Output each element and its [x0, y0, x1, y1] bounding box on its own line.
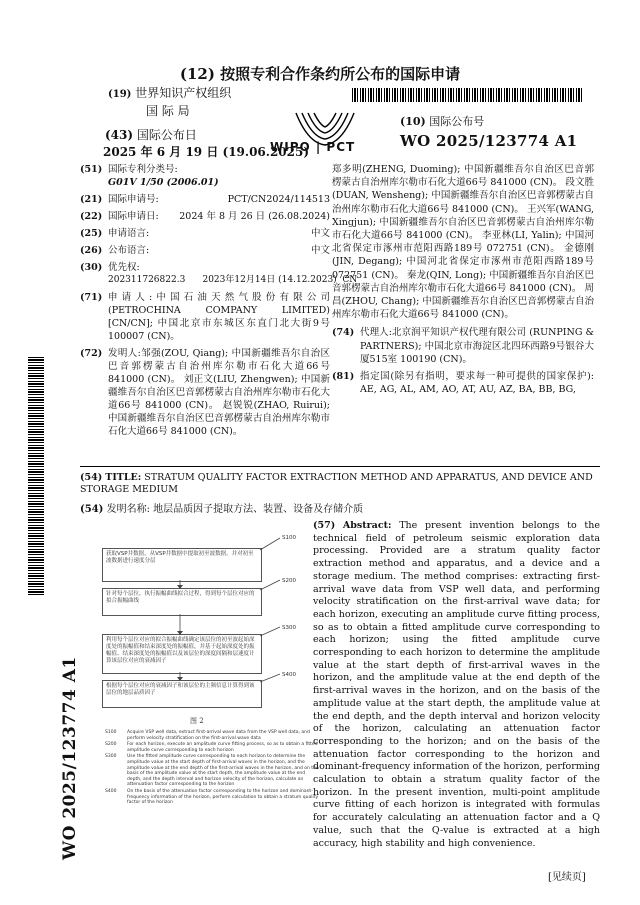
- org-code: (19): [108, 89, 132, 100]
- org-bureau: 国 际 局: [146, 104, 190, 118]
- pubdate-code: (43): [105, 128, 134, 142]
- flow-step-s200: 针对每个层位，执行振幅曲线拟合过程，得到每个层位对应的拟合振幅曲线: [102, 588, 262, 616]
- bibliographic-right-column: [332, 163, 594, 400]
- pubdate-value: 2025 年 6 月 19 日 (19.06.2025): [103, 145, 310, 159]
- barcode-top: [352, 88, 584, 102]
- flow-step-s300: 利用每个层位对应的拟合振幅曲线确定该层位的初至波起始深度处的振幅值和结束深度处的振幅值，并基于起始深度处的振幅值、结束深度处的振幅值以及该层位的深度间隔和层速度计算该层位对应的衰减因子: [102, 634, 262, 674]
- org-name: 世界知识产权组织: [135, 86, 232, 100]
- title-chinese: (54) 发明名称: 地层品质因子提取方法、装置、设备及存储介质: [80, 504, 364, 515]
- flow-label-s100: S100: [282, 535, 296, 541]
- continued-notice: [见续页]: [548, 872, 586, 883]
- bibliographic-left-column: [80, 163, 358, 442]
- inventors-continued: 郑多明(ZHENG, Duoming); 中国新疆维吾尔自治区巴音郭楞蒙古自治州库尔勒市石化大道66号 841000 (CN)。 段文胜(DUAN, Wensheng); 中国新疆维吾尔自治区巴音郭楞蒙古自治州库尔勒市石化大道66号 841000 (CN)。 王兴军(WANG, Xingjun); 中国新疆维吾尔自治区巴音郭楞蒙古自治州库尔勒市石化大道66号 841000 (CN)。 李亚林(LI, Yalin); 中国河北省保定市涿州市范阳西路189号 072751 (CN)。 金德刚(JIN, Degang); 中国河北省保定市涿州市范阳西路189号 072751 (CN)。 秦龙(QIN, Long); 中国新疆维吾尔自治区巴音郭楞蒙古自治州库尔勒市石化大道66号 841000 (CN)。 周昌(ZHOU, Chang); 中国新疆维吾尔自治区巴音郭楞蒙古自治州库尔勒市石化大道66号 841000 (CN)。: [332, 164, 594, 321]
- legend-row: S400 On the basis of the attenuation factor corresponding to the horizon and dominant-frequency information of the horizon, perform calculation to obtain a stratum quality factor of the horizon: [105, 788, 319, 806]
- figure-legend: [105, 730, 320, 807]
- field-applicant: (71) 申请人:中国石油天然气股份有限公司 (PETROCHINA COMPANY LIMITED) [CN/CN]; 中国北京市东城区东直门北大街9号 100007 (CN)。: [80, 292, 330, 342]
- legend-row: S100 Acquire VSP well data, extract first-arrival wave data from the VSP well data, and perform velocity stratification on the first-arrival wave data: [105, 730, 310, 741]
- figure-caption: 图 2: [190, 717, 204, 725]
- side-publication-number: WO 2025/123774 A1: [60, 656, 80, 860]
- publication-number-block: [400, 113, 600, 150]
- field-inventors: (72) 发明人:邹强(ZOU, Qiang); 中国新疆维吾尔自治区巴音郭楞蒙古自治州库尔勒市石化大道66号 841000 (CN)。 刘正文(LIU, Zhengwen); 中国新疆维吾尔自治区巴音郭楞蒙古自治州库尔勒市石化大道66号 841000 (CN)。 赵锐锐(ZHAO, Ruirui); 中国新疆维吾尔自治区巴音郭楞蒙古自治州库尔勒市石化大道66号 841000 (CN)。: [80, 348, 331, 437]
- pubno-code: (10): [400, 115, 426, 128]
- barcode-side: [28, 355, 44, 595]
- pubdate-label: 国际公布日: [136, 128, 197, 142]
- organization-block: [108, 85, 231, 119]
- legend-row: S200 For each horizon, execute an amplitude curve fitting process, so as to obtain a fitted amplitude curve corresponding to each horizon: [105, 742, 318, 753]
- field-priority: (30) 优先权: 202311726822.3 2023年12月14日 (14.12.2023) CN: [80, 262, 358, 285]
- abstract: (57) Abstract: The present invention belongs to the technical field of petroleum seismic exploration data processing. Provided are a stratum quality factor extraction method and apparatus, and a device and a storage medium. The method comprises: extracting first-arrival wave data from VSP well data, and performing velocity stratification on the first-arrival wave data; for each horizon, executing an amplitude curve fitting process, so as to obtain a fitted amplitude curve corresponding to each horizon; using the fitted amplitude curve corresponding to each horizon to determine the amplitude value at the start depth of first-arrival waves in the horizon, and the amplitude value at the end depth of the first-arrival waves in the horizon, and on the basis of the amplitude value at the start depth, the amplitude value at the end depth, and the depth interval and horizon velocity of the horizon, calculating an attenuation factor corresponding to the horizon; and on the basis of the attenuation factor corresponding to the horizon and dominant-frequency information of the horizon, performing calculation to obtain a stratum quality factor of the horizon. In the present invention, multi-point amplitude curve fitting of each horizon is integrated with formulas for accurately calculating an attenuation factor and a Q value, such that the Q-value is extracted at a high accuracy, high stability and high convenience.: [313, 520, 600, 849]
- title-english: (54) TITLE: STRATUM QUALITY FACTOR EXTRACTION METHOD AND APPARATUS, AND DEVICE AND STORAGE MEDIUM: [80, 472, 593, 495]
- field-application-number: (21) 国际申请号: PCT/CN2024/114513: [80, 194, 330, 205]
- pubno-label: 国际公布号: [429, 115, 485, 128]
- field-agent: (74) 代理人:北京润平知识产权代理有限公司 (RUNPING & PARTNERS); 中国北京市海淀区北四环西路9号银谷大厦515室 100190 (CN)。: [332, 327, 594, 365]
- flow-step-s400: 根据每个层位对应的衰减因子和该层位的主频信息计算得到该层位的地层品质因子: [102, 680, 262, 708]
- flow-label-s300: S300: [282, 625, 296, 631]
- document-title: (12) 按照专利合作条约所公布的国际申请: [179, 65, 461, 83]
- flow-label-s400: S400: [282, 672, 296, 678]
- flowchart-arrows: [100, 530, 300, 720]
- wipo-pct-logo-text: WIPO | PCT: [270, 140, 356, 154]
- field-filing-date: (22) 国际申请日: 2024 年 8 月 26 日 (26.08.2024): [80, 211, 330, 222]
- legend-row: S300 Use the fitted amplitude curve corresponding to each horizon to determine the amplitude value at the start depth of first-arrival waves in the horizon, and the amplitude value at the end depth of the first-arrival waves in the horizon, and on the basis of the amplitude value at the start depth, the amplitude value at the end depth, and the depth interval and horizon velocity of the horizon, calculate an attenuation factor corresponding to the horizon: [105, 754, 319, 788]
- field-ipc: (51) 国际专利分类号: G01V 1/50 (2006.01): [80, 164, 219, 188]
- flow-label-s200: S200: [282, 578, 296, 584]
- publication-number: WO 2025/123774 A1: [400, 132, 578, 150]
- field-filing-language: (25) 申请语言: 中文: [80, 228, 330, 239]
- field-publication-language: (26) 公布语言: 中文: [80, 245, 330, 256]
- field-designated-states: (81) 指定国(除另有指明，要求每一种可提供的国家保护): AE, AG, AL, AM, AO, AT, AU, AZ, BA, BB, BG,: [332, 371, 594, 396]
- flow-step-s100: 获取VSP井数据，从VSP井数据中提取初至波数据，并对初至波数据进行速度分层: [102, 548, 262, 582]
- section-divider: [80, 466, 600, 467]
